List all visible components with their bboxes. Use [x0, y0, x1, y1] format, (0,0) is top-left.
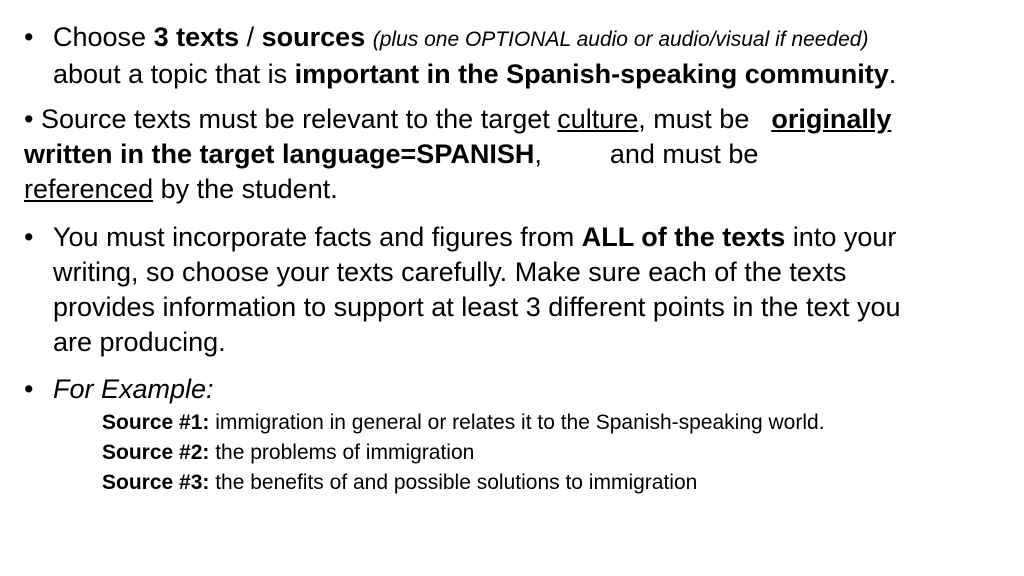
- bullet3-line1: You must incorporate facts and figures from ALL of the texts into your: [53, 222, 897, 252]
- example-source-2: Source #2: the problems of immigration: [102, 441, 475, 464]
- bullet-choose-texts: [24, 20, 896, 92]
- bullet1-line1: Choose 3 texts / sources (plus one OPTIONAL audio or audio/visual if needed): [53, 22, 869, 52]
- bullet2-line3: referenced by the student.: [24, 174, 338, 204]
- bullet-source-requirements: [24, 102, 891, 207]
- bullet2-line1: • Source texts must be relevant to the target culture, must be originally: [24, 104, 892, 134]
- bullet1-line2: about a topic that is important in the Spanish-speaking community.: [53, 59, 897, 89]
- bullet-dot-icon: •: [24, 104, 34, 134]
- bullet3-line2: writing, so choose your texts carefully. Make sure each of the texts: [53, 257, 847, 287]
- bullet-for-example: [24, 372, 214, 407]
- example-source-1: Source #1: immigration in general or relates it to the Spanish-speaking world.: [102, 411, 825, 434]
- bullet3-line3: provides information to support at least 3 different points in the text you: [53, 292, 901, 322]
- example-source-3: Source #3: the benefits of and possible solutions to immigration: [102, 471, 698, 494]
- bullet2-line2: written in the target language=SPANISH, and must be: [24, 139, 759, 169]
- bullet-incorporate-facts: [24, 220, 901, 360]
- bullet3-line4: are producing.: [53, 327, 226, 357]
- bullet-dot-icon: •: [24, 374, 34, 404]
- for-example-label: For Example:: [53, 374, 214, 404]
- bullet-dot-icon: •: [24, 222, 34, 252]
- optional-note: (plus one OPTIONAL audio or audio/visual if needed): [372, 28, 869, 51]
- bullet-dot-icon: •: [24, 22, 34, 52]
- example-sources-list: [102, 408, 825, 498]
